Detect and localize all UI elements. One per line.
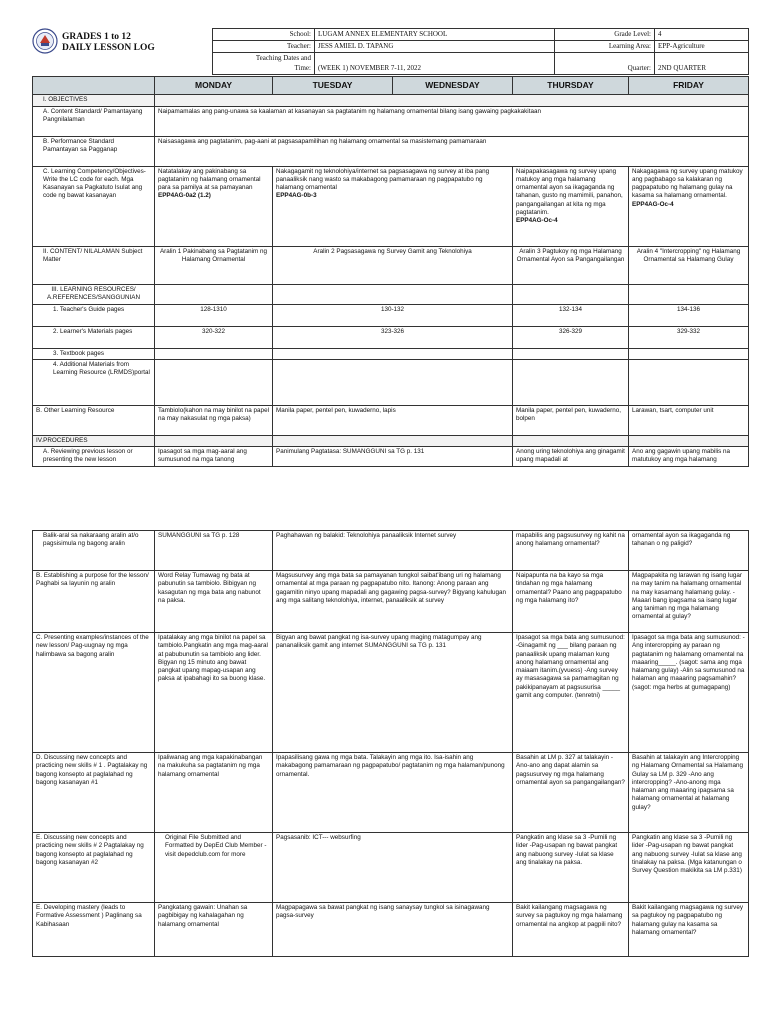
competency-label: C. Learning Competency/Objectives- Write the LC code for each. Mga Kasanayan sa Pagkatuto Isulat ang code ng bawat kasanayan	[33, 166, 155, 246]
competency-thursday-text: Naipapakasagawa ng survey upang matukoy ang mga halamang ornamental ayon sa ikagaganda ng tahanan, gusto ng mamimili, panahon, pangangailangan at kita ng mga pagtatanim.	[516, 167, 623, 216]
dates-value: (WEEK 1) NOVEMBER 7-11, 2022	[315, 53, 555, 74]
blank-header	[33, 77, 155, 95]
objectives-label: I. OBJECTIVES	[33, 95, 155, 106]
additional-row	[33, 359, 749, 405]
mastery-label: E. Developing mastery (leads to Formative Assessment ) Paglinang sa Kabihasaan	[33, 903, 155, 957]
mastery-monday: Pangkatang gawain: Unahan sa pagbibigay ng kahalagahan ng halamang ornamental	[155, 903, 273, 957]
competency-tuesday-code: EPP4AG-0b-3	[276, 192, 317, 200]
competency-friday-text: Nakagagawa ng survey upang matukoy ang pagbabago sa kalakaran ng pagpapatubo ng halamang gulay na kasama sa halamang ornamental.	[632, 167, 743, 200]
content-friday: Aralin 4 "Intercropping" ng Halamang Ornamental sa Halamang Gulay	[629, 246, 749, 284]
objectives-blank	[155, 95, 749, 106]
presenting-thursday: Ipasagot sa mga bata ang sumusunod: -Ginagamit ng ___ bilang paraan ng panaaliksik upang malaman kung anong halamang ornamental ang maiaam itanim.(yvuess) -Ang survey ay masasagawa sa pamamagitan ng pakikipanayam at pagsusurisa _____ gamit ang computer. (tenretni)	[513, 633, 629, 753]
competency-row	[33, 166, 749, 246]
other-resource-thursday: Manila paper, pentel pen, kuwaderno, bolpen	[513, 405, 629, 435]
mastery-row	[33, 903, 749, 957]
other-resource-label: B. Other Learning Resource	[33, 405, 155, 435]
recall-label: Balik-aral sa nakaraang aralin at/o pagsisimula ng bagong aralin	[33, 531, 155, 571]
resources-thu-blank	[513, 284, 629, 304]
day-monday: MONDAY	[155, 77, 273, 95]
day-tuesday: TUESDAY	[273, 77, 393, 95]
proc-tue-blank	[273, 435, 513, 446]
other-resource-monday: Tambiolo(kahon na may binilot na papel na may nakasulat ng mga paksa)	[155, 405, 273, 435]
recall-row	[33, 531, 749, 571]
title-line-1: GRADES 1 to 12	[62, 32, 131, 42]
proc-fri-blank	[629, 435, 749, 446]
competency-monday	[155, 166, 273, 246]
content-monday: Aralin 1 Pakinabang sa Pagtatanim ng Halamang Ornamental	[155, 246, 273, 284]
competency-monday-text: Natatalakay ang pakinabang sa pagtatanim ng halamang ornamental para sa pamilya at sa pamayanan	[158, 167, 261, 192]
lm-label: 2. Learner's Materials pages	[33, 326, 155, 348]
discuss1-friday: Basahin at talakayin ang Intercropping ng Halamang Ornamental sa Halamang Gulay sa LM p. 329 -Ano ang intercropping? -Ano-anong mga halaman ang maaaring ipagsama sa halamang ornamental at halamang gulay?	[629, 753, 749, 833]
other-resource-friday: Larawan, tsart, computer unit	[629, 405, 749, 435]
discuss2-row	[33, 833, 749, 903]
presenting-label: C. Presenting examples/instances of the new lesson/ Pag-uugnay ng mga halimbawa sa bagong aralin	[33, 633, 155, 753]
review-tuesday: Panimulang Pagtatasa: SUMANGGUNI sa TG p. 131	[273, 447, 513, 467]
proc-thu-blank	[513, 435, 629, 446]
other-resource-row	[33, 405, 749, 435]
grade-value: 4	[655, 29, 749, 41]
purpose-label: B. Establishing a purpose for the lesson/ Paghabi sa layunin ng aralin	[33, 571, 155, 633]
tb-label: 3. Textbook pages	[33, 348, 155, 359]
content-row	[33, 246, 749, 284]
presenting-monday: Ipatalakay ang mga binilot na papel sa tambiolo.Pangkatin ang mga mag-aaral at pabubunutin sa tambiolo ang lider. Bigyan ng 15 minuto ang bawat pangkat upang mapag-usapan ang paksa at ipabahagi ito sa buong klase.	[155, 633, 273, 753]
purpose-monday: Word Relay Tumawag ng bata at pabunutin sa tambiolo. Bibigyan ng kasagutan ng mga bata ang nabunot na paksa.	[155, 571, 273, 633]
content-label: II. CONTENT/ NILALAMAN Subject Matter	[33, 246, 155, 284]
recall-thursday: mapabilis ang pagsusurvey ng kahit na anong halamang ornamental?	[513, 531, 629, 571]
resources-fri-blank	[629, 284, 749, 304]
review-row	[33, 447, 749, 467]
tb-tue-blank	[273, 348, 513, 359]
quarter-label: Quarter:	[555, 53, 655, 74]
mastery-friday: Bakit kailangang magsagawa ng survey sa pagtukoy ng pagpapatubo ng halamang gulay na kasama sa halamang ornamental?	[629, 903, 749, 957]
content-standard-label: A. Content Standard/ Pamantayang Pangnilalaman	[33, 106, 155, 136]
resources-tue-blank	[273, 284, 513, 304]
competency-friday	[629, 166, 749, 246]
recall-friday: ornamental ayon sa ikagaganda ng tahanan o ng paligid?	[629, 531, 749, 571]
review-monday: Ipasagot sa mga mag-aaral ang sumusunod na mga tanong	[155, 447, 273, 467]
add-mon-blank	[155, 359, 273, 405]
presenting-tuesday: Bigyan ang bawat pangkat ng isa-survey upang maging matagumpay ang pananaliksik gamit ang internet SUMANGGUNI sa TG p. 131	[273, 633, 513, 753]
discuss1-thursday: Basahin at LM p. 327 at talakayin -Ano-ano ang dapat alamin sa pagsusurvey ng mga halamang ornamental ayon sa pangangailangan?	[513, 753, 629, 833]
tg-tuesday: 130-132	[273, 304, 513, 326]
content-thursday: Aralin 3 Pagtukoy ng mga Halamang Ornamental Ayon sa Pangangailangan	[513, 246, 629, 284]
competency-friday-code: EPP4AG-Oc-4	[632, 200, 674, 208]
add-thu-blank	[513, 359, 629, 405]
dll-page-2	[32, 530, 748, 957]
performance-standard-label: B. Performance Standard Pamantayan sa Pagganap	[33, 136, 155, 166]
review-friday: Ano ang gagawin upang mabilis na matutukoy ang mga halamang	[629, 447, 749, 467]
tg-monday: 128-1310	[155, 304, 273, 326]
competency-thursday	[513, 166, 629, 246]
add-fri-blank	[629, 359, 749, 405]
recall-tuesday: Paghahawan ng balakid: Teknolohiya panaaliksik Internet survey	[273, 531, 513, 571]
add-tue-blank	[273, 359, 513, 405]
school-value: LUGAM ANNEX ELEMENTARY SCHOOL	[315, 29, 555, 41]
purpose-friday: Magpapakita ng larawan ng isang lugar na may tanim na halamang ornamental na may kasamang halamang gulay. -Maaari bang ipagsama sa isang lugar ang taniman ng mga halamang ornamental at gulay?	[629, 571, 749, 633]
title-line-2: DAILY LESSON LOG	[62, 43, 155, 54]
content-standard-row	[33, 106, 749, 136]
day-friday: FRIDAY	[629, 77, 749, 95]
lm-tuesday: 323-326	[273, 326, 513, 348]
procedures-label: IV.PROCEDURES	[33, 435, 155, 446]
day-thursday: THURSDAY	[513, 77, 629, 95]
tg-friday: 134-136	[629, 304, 749, 326]
dll-table-1	[32, 76, 749, 467]
purpose-tuesday: Magsusurvey ang mga bata sa pamayanan tungkol saibat'ibang uri ng halamang ornamental at mga paraan ng pagpapatubo nito. Itanong: Anong paraan ang gagamitin ninyo upang mapadali ang gagawing pagsa-survey? Bigyang kahulugan ang mga salitang teknolohiya, internet, panaaliksik at survey	[273, 571, 513, 633]
tg-row	[33, 304, 749, 326]
deped-seal-icon	[32, 28, 58, 54]
lm-monday: 320-322	[155, 326, 273, 348]
resources-mon-blank	[155, 284, 273, 304]
mastery-tuesday: Magpapagawa sa bawat pangkat ng isang sanaysay tungkol sa isinagawang pagsa-survey	[273, 903, 513, 957]
content-standard-value: Naipamamalas ang pang-unawa sa kaalaman at kasanayan sa pagtatanim ng halamang ornamental bilang isang gawaing pagkakakitaan	[155, 106, 749, 136]
presenting-friday: Ipasagot sa mga bata ang sumusunod: -Ang intercropping ay paraan ng pagtatanim ng halamang ornamental na maaaring_____. (sagot: sama ang mga halamang gulay) -Alin sa sumusunod na halaman ang maaaring pagsamahin? (sagot: mga herbs at gumagapang)	[629, 633, 749, 753]
teacher-label: Teacher:	[213, 41, 315, 53]
competency-tuesday	[273, 166, 513, 246]
review-thursday: Anong uring teknolohiya ang ginagamit upang mapadali at	[513, 447, 629, 467]
review-label: A. Reviewing previous lesson or presenting the new lesson	[33, 447, 155, 467]
performance-standard-value: Naisasagawa ang pagtatanim, pag-aani at pagsasapamilihan ng halamang ornamental sa masistemang pamamaraan	[155, 136, 749, 166]
discuss2-monday: Original File Submitted and Formatted by DepEd Club Member - visit depedclub.com for more	[155, 833, 273, 903]
purpose-row	[33, 571, 749, 633]
lm-friday: 329-332	[629, 326, 749, 348]
other-resource-tuesday: Manila paper, pentel pen, kuwaderno, lapis	[273, 405, 513, 435]
objectives-row	[33, 95, 749, 106]
dll-page-1	[32, 28, 748, 467]
tb-mon-blank	[155, 348, 273, 359]
competency-thursday-code: EPP4AG-Oc-4	[516, 217, 558, 225]
tg-label: 1. Teacher's Guide pages	[33, 304, 155, 326]
dates-label-line2: Time:	[294, 63, 311, 72]
discuss1-row	[33, 753, 749, 833]
header-table	[212, 28, 749, 75]
procedures-row	[33, 435, 749, 446]
day-header-row	[33, 77, 749, 95]
competency-monday-code: EPP4AG-0a2 (1.2)	[158, 192, 211, 200]
performance-standard-row	[33, 136, 749, 166]
purpose-thursday: Naipapunta na ba kayo sa mga tindahan ng mga halamang ornamental? Paano ang pagpapatubo ng mga halamang ito?	[513, 571, 629, 633]
lm-thursday: 326-329	[513, 326, 629, 348]
tg-thursday: 132-134	[513, 304, 629, 326]
area-value: EPP-Agriculture	[655, 41, 749, 53]
resources-row	[33, 284, 749, 304]
dll-table-2	[32, 530, 749, 957]
dates-label	[213, 53, 315, 74]
discuss2-label: E. Discussing new concepts and practicing new skills # 2 Pagtalakay ng bagong konsepto at paglalahad ng bagong kasanayan #2	[33, 833, 155, 903]
recall-monday: SUMANGGUNI sa TG p. 128	[155, 531, 273, 571]
header-block	[32, 28, 748, 76]
discuss2-thursday: Pangkatin ang klase sa 3 -Pumili ng lider -Pag-usapan ng bawat pangkat ang nabuong survey -Iulat sa klase ang tinalakay na paksa.	[513, 833, 629, 903]
tb-thu-blank	[513, 348, 629, 359]
tb-fri-blank	[629, 348, 749, 359]
lm-row	[33, 326, 749, 348]
additional-label: 4. Additional Materials from Learning Resource (LRMDS)portal	[33, 359, 155, 405]
day-wednesday: WEDNESDAY	[393, 77, 513, 95]
presenting-row	[33, 633, 749, 753]
grade-label: Grade Level:	[555, 29, 655, 41]
teacher-value: JESS AMIEL D. TAPANG	[315, 41, 555, 53]
competency-tuesday-text: Nakagagamit ng teknolohiya/internet sa pagsasagawa ng survey at iba pang panaaliksik nang wasto sa makabagong pamamaraan ng pagpapatubo ng halamang ornamental	[276, 167, 490, 192]
content-tuesday: Aralin 2 Pagsasagawa ng Survey Gamit ang Teknolohiya	[273, 246, 513, 284]
tb-row	[33, 348, 749, 359]
discuss1-label: D. Discussing new concepts and practicing new skills # 1 . Pagtalakay ng bagong konsepto at paglalahad ng bagong kasanayan #1	[33, 753, 155, 833]
discuss1-monday: Ipaliwanag ang mga kapakinabangan na makukuha sa pagtatanim ng mga halamang ornamental	[155, 753, 273, 833]
mastery-thursday: Bakit kailangang magsagawa ng survey sa pagtukoy ng mga halamang ornamental na angkop at pagpili nito?	[513, 903, 629, 957]
resources-label: III. LEARNING RESOURCES/ A.REFERENCES/SANGGUNIAN	[33, 284, 155, 304]
proc-mon-blank	[155, 435, 273, 446]
dll-title	[62, 32, 155, 55]
discuss2-friday: Pangkatin ang klase sa 3 -Pumili ng lider -Pag-usapan ng bawat pangkat ang nabuong survey -Iulat sa klase ang tinalakay na paksa. (Mga katanungan o Survey Question makikita sa LM p.331)	[629, 833, 749, 903]
area-label: Learning Area:	[555, 41, 655, 53]
school-label: School:	[213, 29, 315, 41]
dates-label-line1: Teaching Dates and	[255, 54, 311, 63]
discuss1-tuesday: Ipapasilisang gawa ng mga bata. Talakayin ang mga ito. Isa-isahin ang makabagong pamamaraan ng pagpapatubo/ pagtatanim ng mga halaman/punong ornamental.	[273, 753, 513, 833]
quarter-value: 2ND QUARTER	[655, 53, 749, 74]
discuss2-tuesday: Pagsasanib: ICT--- websurfing	[273, 833, 513, 903]
